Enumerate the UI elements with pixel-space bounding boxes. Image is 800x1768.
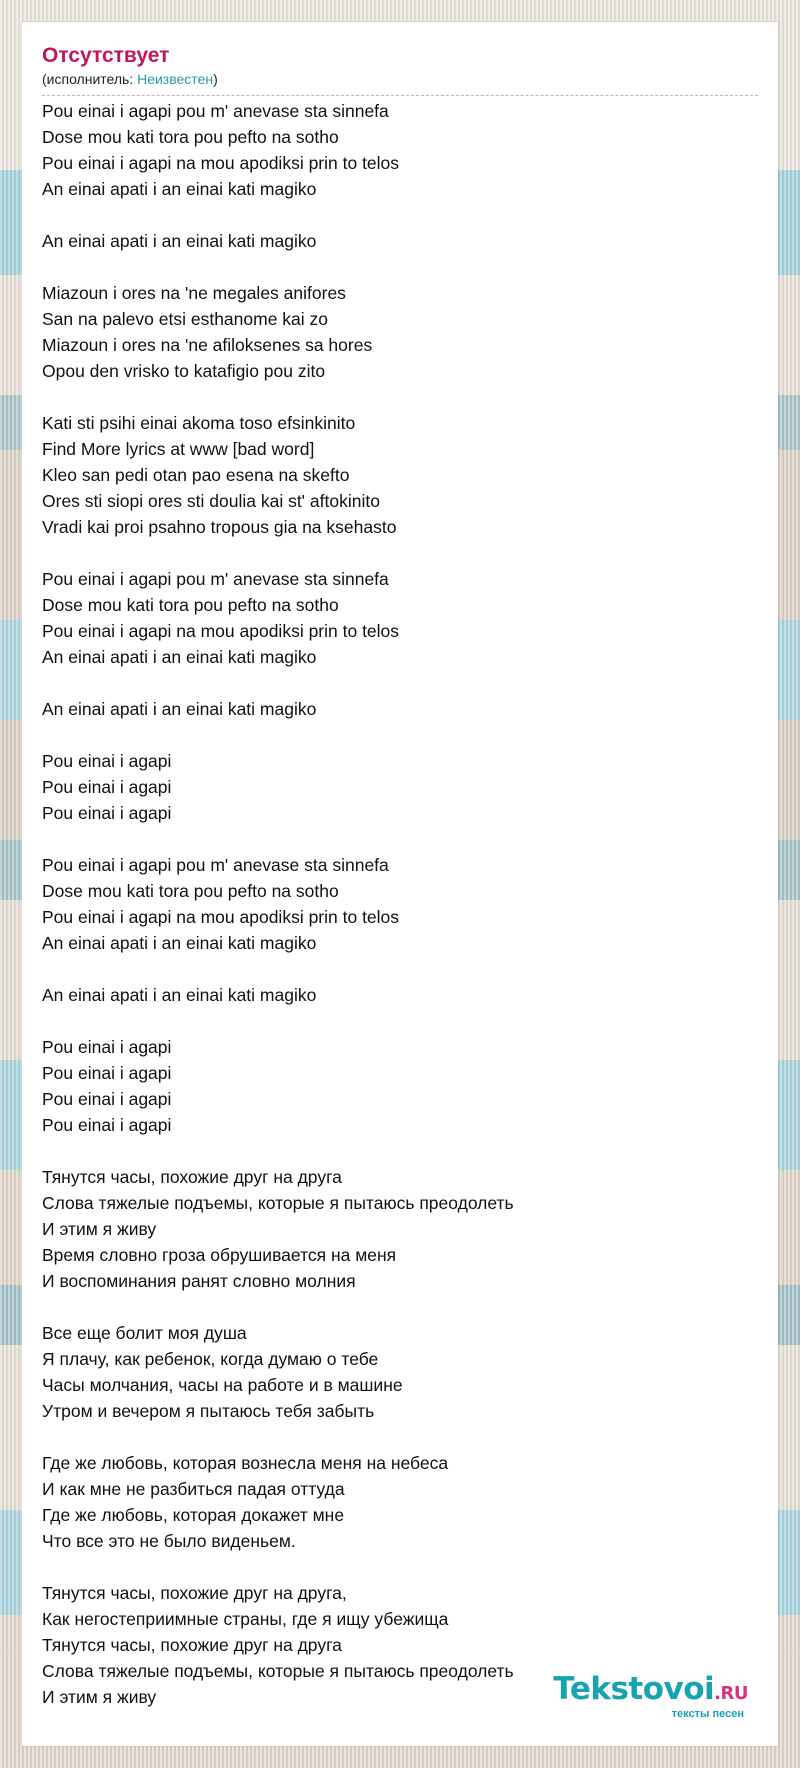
- lyric-line: [42, 540, 758, 566]
- lyric-line: Pou einai i agapi: [42, 1089, 172, 1109]
- logo-tld: .RU: [714, 1683, 748, 1704]
- lyric-line: Pou einai i agapi pou m' anevase sta sinnefa: [42, 101, 389, 121]
- lyric-line: Что все это не было виденьем.: [42, 1531, 296, 1551]
- lyric-line: Miazoun i ores na 'ne megales anifores: [42, 283, 346, 303]
- site-logo[interactable]: [538, 1673, 748, 1720]
- lyric-line: Pou einai i agapi na mou apodiksi prin to telos: [42, 153, 400, 173]
- lyric-line: Слова тяжелые подъемы, которые я пытаюсь преодолеть: [42, 1661, 514, 1681]
- lyric-line: И этим я живу: [42, 1219, 157, 1239]
- lyric-line: An einai apati i an einai kati magiko: [42, 699, 317, 719]
- lyric-line: [42, 826, 758, 852]
- lyric-line: An einai apati i an einai kati magiko: [42, 179, 317, 199]
- lyric-line: [42, 202, 758, 228]
- lyric-line: Kati sti psihi einai akoma toso efsinkinito: [42, 413, 356, 433]
- lyric-line: Pou einai i agapi na mou apodiksi prin to telos: [42, 907, 400, 927]
- lyric-line: Pou einai i agapi pou m' anevase sta sinnefa: [42, 569, 389, 589]
- lyric-line: Pou einai i agapi pou m' anevase sta sinnefa: [42, 855, 389, 875]
- lyric-line: An einai apati i an einai kati magiko: [42, 647, 317, 667]
- artist-prefix: (исполнитель:: [42, 71, 138, 87]
- lyric-line: Все еще болит моя душа: [42, 1323, 247, 1343]
- lyric-line: И воспоминания ранят словно молния: [42, 1271, 356, 1291]
- lyric-line: [42, 384, 758, 410]
- lyric-line: И этим я живу: [42, 1687, 157, 1707]
- lyric-line: An einai apati i an einai kati magiko: [42, 231, 317, 251]
- artist-line: [42, 69, 758, 96]
- lyric-line: [42, 1554, 758, 1580]
- lyric-line: Find More lyrics at www [bad word]: [42, 439, 315, 459]
- lyric-line: [42, 1294, 758, 1320]
- lyric-line: Где же любовь, которая докажет мне: [42, 1505, 345, 1525]
- lyric-line: Где же любовь, которая вознесла меня на небеса: [42, 1453, 449, 1473]
- lyric-line: Тянутся часы, похожие друг на друга: [42, 1167, 342, 1187]
- lyric-line: И как мне не разбиться падая оттуда: [42, 1479, 345, 1499]
- lyric-line: [42, 956, 758, 982]
- lyric-line: Miazoun i ores na 'ne afiloksenes sa hores: [42, 335, 373, 355]
- lyric-line: Pou einai i agapi: [42, 777, 172, 797]
- lyric-line: Я плачу, как ребенок, когда думаю о тебе: [42, 1349, 379, 1369]
- lyric-line: Тянутся часы, похожие друг на друга,: [42, 1583, 347, 1603]
- artist-suffix: ): [213, 71, 218, 87]
- lyric-line: Pou einai i agapi: [42, 1037, 172, 1057]
- lyric-line: An einai apati i an einai kati magiko: [42, 933, 317, 953]
- lyric-line: [42, 1008, 758, 1034]
- lyric-line: [42, 254, 758, 280]
- lyric-line: [42, 722, 758, 748]
- lyric-line: Тянутся часы, похожие друг на друга: [42, 1635, 342, 1655]
- lyric-line: Часы молчания, часы на работе и в машине: [42, 1375, 403, 1395]
- lyric-line: Dose mou kati tora pou pefto na sotho: [42, 127, 339, 147]
- lyrics-card: [22, 22, 778, 1746]
- lyric-line: Kleo san pedi otan pao esena na skefto: [42, 465, 350, 485]
- lyric-line: Pou einai i agapi: [42, 803, 172, 823]
- lyric-line: Pou einai i agapi: [42, 1115, 172, 1135]
- lyric-line: Слова тяжелые подъемы, которые я пытаюсь преодолеть: [42, 1193, 514, 1213]
- logo-wordmark: [538, 1673, 748, 1710]
- lyrics-body: [42, 98, 758, 1710]
- lyric-line: Pou einai i agapi: [42, 1063, 172, 1083]
- lyric-line: Ores sti siopi ores sti doulia kai st' aftokinito: [42, 491, 380, 511]
- lyric-line: Dose mou kati tora pou pefto na sotho: [42, 881, 339, 901]
- logo-tagline: тексты песен: [671, 1708, 744, 1720]
- lyric-line: An einai apati i an einai kati magiko: [42, 985, 317, 1005]
- song-title: Отсутствует: [42, 44, 170, 67]
- lyric-line: [42, 1138, 758, 1164]
- lyric-line: Vradi kai proi psahno tropous gia na ksehasto: [42, 517, 397, 537]
- lyric-line: Время словно гроза обрушивается на меня: [42, 1245, 397, 1265]
- lyric-line: [42, 670, 758, 696]
- lyric-line: Утром и вечером я пытаюсь тебя забыть: [42, 1401, 375, 1421]
- lyric-line: Pou einai i agapi: [42, 751, 172, 771]
- lyric-line: Pou einai i agapi na mou apodiksi prin to telos: [42, 621, 400, 641]
- lyric-line: [42, 1424, 758, 1450]
- logo-name: Tekstovoi: [553, 1671, 715, 1707]
- lyric-line: Dose mou kati tora pou pefto na sotho: [42, 595, 339, 615]
- artist-link[interactable]: Неизвестен: [137, 71, 214, 87]
- lyric-line: San na palevo etsi esthanome kai zo: [42, 309, 329, 329]
- lyric-line: Opou den vrisko to katafigio pou zito: [42, 361, 326, 381]
- lyric-line: Как негостеприимные страны, где я ищу убежища: [42, 1609, 449, 1629]
